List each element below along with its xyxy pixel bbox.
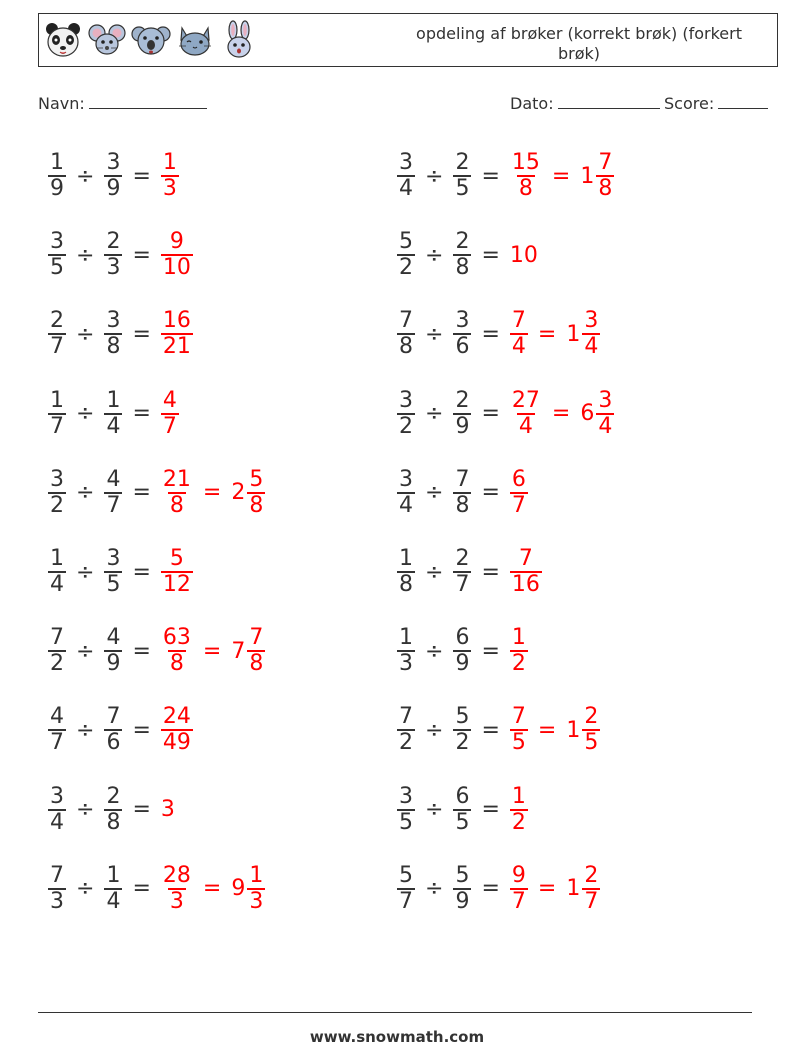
divisor-fraction-denominator: 9	[455, 413, 470, 439]
answer-mixed-fraction-numerator: 1	[249, 862, 264, 888]
equals-sign: =	[481, 559, 500, 585]
answer-mixed-fraction	[596, 151, 614, 201]
divisor-fraction	[453, 230, 471, 280]
divide-sign: ÷	[425, 321, 444, 347]
answer-whole-number: 1	[580, 163, 595, 189]
answer-equals-sign: =	[537, 717, 557, 743]
divisor-fraction-numerator: 6	[455, 625, 470, 651]
dividend-fraction	[48, 785, 66, 835]
dividend-fraction	[48, 864, 66, 914]
divisor-fraction	[453, 705, 471, 755]
answer-fraction-numerator: 9	[169, 229, 184, 255]
answer-fraction-denominator: 3	[169, 888, 184, 914]
answer-fraction	[161, 389, 179, 439]
divisor-fraction	[453, 547, 471, 597]
divisor-fraction-denominator: 4	[106, 888, 121, 914]
answer-fraction-denominator: 49	[162, 730, 191, 756]
divisor-fraction	[453, 468, 471, 518]
dividend-fraction-numerator: 7	[50, 625, 64, 651]
problem-item	[44, 778, 173, 842]
answer-fraction	[510, 468, 528, 518]
divide-sign: ÷	[425, 559, 444, 585]
footer-divider	[38, 1012, 752, 1013]
answer-fraction	[161, 468, 193, 518]
divisor-fraction-numerator: 5	[455, 862, 470, 888]
dividend-fraction-denominator: 2	[50, 651, 64, 677]
mouse-icon	[87, 20, 127, 60]
worksheet-header	[38, 13, 778, 67]
divisor-fraction-numerator: 3	[106, 150, 121, 175]
answer-fraction-denominator: 10	[162, 255, 191, 281]
score-label: Score:	[664, 94, 715, 113]
divisor-fraction	[104, 705, 122, 755]
answer-fraction-numerator: 7	[511, 308, 526, 334]
answer-mixed-fraction	[582, 705, 600, 755]
dividend-fraction-denominator: 8	[399, 334, 413, 360]
answer-mixed-fraction	[247, 468, 265, 518]
dividend-fraction	[397, 389, 415, 439]
answer-fraction-denominator: 3	[162, 176, 177, 201]
divisor-fraction-denominator: 5	[455, 176, 470, 201]
equals-sign: =	[481, 321, 500, 347]
answer-fraction-denominator: 4	[511, 334, 526, 360]
dividend-fraction	[48, 626, 66, 676]
answer-mixed-fraction-numerator: 2	[584, 704, 599, 730]
divisor-fraction-denominator: 6	[455, 334, 470, 360]
divisor-fraction-numerator: 2	[455, 229, 470, 255]
answer-equals-sign: =	[551, 163, 571, 189]
rabbit-icon	[219, 20, 259, 60]
divide-sign: ÷	[76, 163, 95, 189]
divisor-fraction	[453, 389, 471, 439]
answer-mixed-fraction-denominator: 8	[598, 176, 613, 201]
animal-icons	[43, 20, 259, 60]
name-label: Navn:	[38, 94, 85, 113]
dividend-fraction	[48, 547, 66, 597]
problem-item	[393, 698, 604, 762]
divisor-fraction-numerator: 7	[106, 704, 121, 730]
divisor-fraction-numerator: 2	[106, 783, 121, 809]
dividend-fraction-denominator: 2	[399, 255, 413, 281]
divisor-fraction-numerator: 1	[106, 387, 121, 413]
answer-whole-number: 7	[231, 638, 246, 664]
answer-fraction	[161, 230, 193, 280]
dividend-fraction	[397, 626, 415, 676]
answer-fraction-denominator: 8	[518, 176, 533, 201]
problem-item	[44, 698, 197, 762]
equals-sign: =	[481, 717, 500, 743]
divisor-fraction	[453, 785, 471, 835]
page-title: opdeling af brøker (korrekt brøk) (forkert brøk)	[416, 24, 742, 63]
divide-sign: ÷	[425, 638, 444, 664]
divisor-fraction	[104, 309, 122, 359]
date-field	[510, 92, 660, 113]
dividend-fraction-numerator: 4	[50, 704, 64, 730]
dividend-fraction	[397, 151, 415, 201]
problem-item	[44, 223, 197, 287]
equals-sign: =	[132, 401, 151, 427]
answer-fraction-numerator: 1	[511, 625, 526, 651]
dividend-fraction	[397, 864, 415, 914]
answer-mixed-fraction-denominator: 4	[598, 413, 613, 439]
equals-sign: =	[481, 638, 500, 664]
answer-fraction-denominator: 5	[511, 730, 526, 756]
dividend-fraction-numerator: 3	[399, 783, 413, 809]
answer-fraction-numerator: 16	[162, 308, 191, 334]
problem-item	[393, 302, 604, 366]
answer-equals-sign: =	[202, 876, 222, 902]
answer-fraction-denominator: 8	[169, 492, 184, 518]
answer-mixed-fraction-denominator: 8	[249, 651, 264, 677]
answer-mixed-fraction-denominator: 8	[249, 492, 264, 518]
answer-fraction-numerator: 1	[162, 150, 177, 175]
dividend-fraction-denominator: 5	[399, 809, 413, 835]
dividend-fraction-denominator: 2	[50, 492, 64, 518]
dividend-fraction-denominator: 4	[399, 492, 413, 518]
dividend-fraction-denominator: 3	[50, 888, 64, 914]
divisor-fraction-denominator: 8	[106, 334, 121, 360]
divisor-fraction	[104, 626, 122, 676]
koala-icon	[131, 20, 171, 60]
equals-sign: =	[132, 638, 151, 664]
problem-item	[393, 619, 532, 683]
problem-item	[44, 302, 197, 366]
divisor-fraction-denominator: 8	[106, 809, 121, 835]
answer-fraction-numerator: 5	[169, 546, 184, 571]
dividend-fraction-numerator: 1	[399, 625, 413, 651]
answer-fraction	[510, 309, 528, 359]
divisor-fraction-numerator: 2	[106, 229, 121, 255]
dividend-fraction	[48, 309, 66, 359]
answer-fraction	[161, 309, 193, 359]
answer-equals-sign: =	[537, 876, 557, 902]
divisor-fraction	[104, 230, 122, 280]
answer-fraction-numerator: 1	[511, 783, 526, 809]
answer-fraction-denominator: 7	[162, 413, 177, 439]
divisor-fraction-denominator: 7	[455, 572, 470, 597]
dividend-fraction	[397, 468, 415, 518]
dividend-fraction-numerator: 7	[399, 308, 413, 334]
answer-whole-number: 1	[566, 876, 581, 902]
dividend-fraction-numerator: 1	[50, 387, 64, 413]
answer-fraction-numerator: 7	[518, 546, 533, 571]
divisor-fraction-numerator: 3	[455, 308, 470, 334]
dividend-fraction-denominator: 4	[50, 809, 64, 835]
divide-sign: ÷	[425, 163, 444, 189]
dividend-fraction	[397, 230, 415, 280]
equals-sign: =	[132, 559, 151, 585]
divisor-fraction-numerator: 3	[106, 308, 121, 334]
divisor-fraction-numerator: 2	[455, 150, 470, 175]
divisor-fraction-numerator: 1	[106, 862, 121, 888]
divisor-fraction-denominator: 4	[106, 413, 121, 439]
cat-icon	[175, 20, 215, 60]
answer-equals-sign: =	[537, 321, 557, 347]
divisor-fraction	[453, 626, 471, 676]
divisor-fraction	[104, 785, 122, 835]
problem-item	[393, 223, 536, 287]
divisor-fraction-numerator: 3	[106, 546, 121, 571]
dividend-fraction-numerator: 5	[399, 229, 413, 255]
dividend-fraction-denominator: 2	[399, 730, 413, 756]
equals-sign: =	[132, 717, 151, 743]
dividend-fraction-numerator: 7	[399, 704, 413, 730]
answer-mixed-fraction-denominator: 7	[584, 888, 599, 914]
answer-mixed-fraction-numerator: 2	[584, 862, 599, 888]
answer-fraction	[510, 151, 542, 201]
divisor-fraction-denominator: 9	[455, 888, 470, 914]
dividend-fraction	[48, 230, 66, 280]
equals-sign: =	[481, 163, 500, 189]
divisor-fraction-numerator: 2	[455, 387, 470, 413]
dividend-fraction-denominator: 7	[399, 888, 413, 914]
divide-sign: ÷	[76, 480, 95, 506]
divide-sign: ÷	[425, 797, 444, 823]
answer-fraction-numerator: 27	[511, 387, 540, 413]
dividend-fraction	[397, 547, 415, 597]
divisor-fraction	[453, 151, 471, 201]
answer-whole-number: 2	[231, 480, 246, 506]
dividend-fraction	[397, 785, 415, 835]
dividend-fraction-numerator: 2	[50, 308, 64, 334]
dividend-fraction	[48, 468, 66, 518]
divisor-fraction	[104, 151, 122, 201]
answer-mixed-fraction-numerator: 5	[249, 466, 264, 492]
dividend-fraction-numerator: 3	[399, 387, 413, 413]
divisor-fraction-denominator: 9	[106, 651, 121, 677]
answer-fraction	[161, 547, 193, 597]
dividend-fraction-numerator: 1	[50, 546, 64, 571]
dividend-fraction-denominator: 2	[399, 413, 413, 439]
footer-url: www.snowmath.com	[309, 1028, 485, 1046]
answer-mixed-fraction	[247, 864, 265, 914]
divisor-fraction-denominator: 9	[106, 176, 121, 201]
equals-sign: =	[481, 401, 500, 427]
problem-item	[393, 382, 618, 446]
equals-sign: =	[132, 321, 151, 347]
divisor-fraction-denominator: 2	[455, 730, 470, 756]
equals-sign: =	[132, 797, 151, 823]
divide-sign: ÷	[425, 242, 444, 268]
answer-whole-number: 10	[509, 242, 538, 268]
answer-fraction-numerator: 6	[511, 466, 526, 492]
dividend-fraction-denominator: 4	[50, 572, 64, 597]
answer-mixed-fraction-numerator: 3	[584, 308, 599, 334]
answer-fraction-denominator: 2	[511, 809, 526, 835]
problem-item	[44, 619, 269, 683]
dividend-fraction-numerator: 3	[399, 150, 413, 175]
answer-fraction	[510, 547, 542, 597]
answer-fraction-denominator: 21	[162, 334, 191, 360]
date-label: Dato:	[510, 94, 554, 113]
answer-mixed-fraction	[247, 626, 265, 676]
answer-fraction-denominator: 7	[511, 492, 526, 518]
equals-sign: =	[132, 242, 151, 268]
equals-sign: =	[132, 876, 151, 902]
answer-mixed-fraction	[582, 864, 600, 914]
answer-mixed-fraction-denominator: 4	[584, 334, 599, 360]
dividend-fraction-numerator: 3	[50, 229, 64, 255]
problem-item	[44, 857, 269, 921]
answer-fraction	[510, 626, 528, 676]
dividend-fraction-denominator: 8	[399, 572, 413, 597]
divisor-fraction	[104, 468, 122, 518]
divide-sign: ÷	[76, 638, 95, 664]
answer-fraction-denominator: 8	[169, 651, 184, 677]
divide-sign: ÷	[76, 876, 95, 902]
date-blank[interactable]	[558, 92, 660, 109]
problem-item	[44, 540, 197, 604]
dividend-fraction	[48, 705, 66, 755]
divisor-fraction-numerator: 4	[106, 625, 121, 651]
equals-sign: =	[481, 797, 500, 823]
dividend-fraction-denominator: 5	[50, 255, 64, 281]
divide-sign: ÷	[76, 401, 95, 427]
problem-item	[393, 778, 532, 842]
equals-sign: =	[132, 480, 151, 506]
dividend-fraction-numerator: 1	[399, 546, 413, 571]
divide-sign: ÷	[76, 242, 95, 268]
answer-fraction	[510, 785, 528, 835]
answer-equals-sign: =	[202, 638, 222, 664]
dividend-fraction-numerator: 7	[50, 862, 64, 888]
answer-fraction-numerator: 7	[511, 704, 526, 730]
dividend-fraction-denominator: 7	[50, 413, 64, 439]
answer-mixed-fraction-numerator: 7	[598, 150, 613, 175]
answer-fraction	[510, 705, 528, 755]
divisor-fraction	[104, 864, 122, 914]
dividend-fraction-numerator: 3	[399, 466, 413, 492]
answer-fraction-numerator: 15	[511, 150, 540, 175]
answer-mixed-fraction-denominator: 3	[249, 888, 264, 914]
answer-fraction-denominator: 2	[511, 651, 526, 677]
answer-mixed-fraction	[596, 389, 614, 439]
answer-fraction-numerator: 24	[162, 704, 191, 730]
answer-whole-number: 1	[566, 717, 581, 743]
divisor-fraction-denominator: 5	[455, 809, 470, 835]
problem-item	[44, 382, 183, 446]
answer-fraction-denominator: 12	[162, 572, 191, 597]
divisor-fraction-denominator: 7	[106, 492, 121, 518]
divisor-fraction-denominator: 3	[106, 255, 121, 281]
problem-item	[44, 144, 183, 208]
answer-fraction-denominator: 16	[511, 572, 540, 597]
divisor-fraction	[104, 547, 122, 597]
answer-fraction-numerator: 63	[162, 625, 191, 651]
divide-sign: ÷	[76, 797, 95, 823]
panda-icon	[43, 20, 83, 60]
dividend-fraction-numerator: 3	[50, 466, 64, 492]
dividend-fraction	[48, 389, 66, 439]
answer-fraction	[510, 389, 542, 439]
answer-mixed-fraction-denominator: 5	[584, 730, 599, 756]
dividend-fraction	[397, 705, 415, 755]
dividend-fraction-denominator: 7	[50, 334, 64, 360]
divide-sign: ÷	[425, 876, 444, 902]
answer-whole-number: 9	[231, 876, 246, 902]
answer-fraction-numerator: 4	[162, 387, 177, 413]
answer-mixed-fraction-numerator: 7	[249, 625, 264, 651]
divide-sign: ÷	[76, 559, 95, 585]
name-field	[38, 92, 207, 113]
divisor-fraction-denominator: 8	[455, 492, 470, 518]
equals-sign: =	[481, 480, 500, 506]
divisor-fraction-numerator: 7	[455, 466, 470, 492]
divisor-fraction-numerator: 2	[455, 546, 470, 571]
dividend-fraction-numerator: 1	[50, 150, 64, 175]
problem-item	[393, 461, 532, 525]
score-field	[664, 92, 768, 113]
answer-whole-number: 1	[566, 321, 581, 347]
answer-mixed-fraction-numerator: 3	[598, 387, 613, 413]
divisor-fraction-numerator: 6	[455, 783, 470, 809]
problem-item	[44, 461, 269, 525]
answer-fraction-numerator: 28	[162, 862, 191, 888]
answer-whole-number: 3	[160, 797, 175, 823]
answer-fraction-denominator: 7	[511, 888, 526, 914]
divide-sign: ÷	[425, 401, 444, 427]
name-blank[interactable]	[89, 92, 207, 109]
equals-sign: =	[132, 163, 151, 189]
answer-fraction	[510, 864, 528, 914]
answer-whole-number: 6	[580, 401, 595, 427]
divide-sign: ÷	[76, 321, 95, 347]
answer-fraction-numerator: 21	[162, 466, 191, 492]
equals-sign: =	[481, 876, 500, 902]
divisor-fraction-denominator: 6	[106, 730, 121, 756]
answer-fraction	[161, 626, 193, 676]
divide-sign: ÷	[425, 480, 444, 506]
score-blank[interactable]	[718, 92, 768, 109]
answer-fraction	[161, 151, 179, 201]
divisor-fraction-numerator: 5	[455, 704, 470, 730]
problem-item	[393, 857, 604, 921]
problem-item	[393, 144, 618, 208]
divisor-fraction-denominator: 9	[455, 651, 470, 677]
divide-sign: ÷	[425, 717, 444, 743]
dividend-fraction	[397, 309, 415, 359]
dividend-fraction-denominator: 3	[399, 651, 413, 677]
dividend-fraction	[48, 151, 66, 201]
answer-equals-sign: =	[202, 480, 222, 506]
answer-mixed-fraction	[582, 309, 600, 359]
answer-fraction-denominator: 4	[518, 413, 533, 439]
equals-sign: =	[481, 242, 500, 268]
divide-sign: ÷	[76, 717, 95, 743]
dividend-fraction-denominator: 4	[399, 176, 413, 201]
dividend-fraction-denominator: 9	[50, 176, 64, 201]
dividend-fraction-denominator: 7	[50, 730, 64, 756]
answer-fraction	[161, 864, 193, 914]
divisor-fraction	[453, 864, 471, 914]
problem-item	[393, 540, 546, 604]
dividend-fraction-numerator: 5	[399, 862, 413, 888]
divisor-fraction-denominator: 8	[455, 255, 470, 281]
dividend-fraction-numerator: 3	[50, 783, 64, 809]
answer-equals-sign: =	[551, 401, 571, 427]
answer-fraction-numerator: 9	[511, 862, 526, 888]
divisor-fraction-numerator: 4	[106, 466, 121, 492]
divisor-fraction	[453, 309, 471, 359]
divisor-fraction	[104, 389, 122, 439]
answer-fraction	[161, 705, 193, 755]
divisor-fraction-denominator: 5	[106, 572, 121, 597]
